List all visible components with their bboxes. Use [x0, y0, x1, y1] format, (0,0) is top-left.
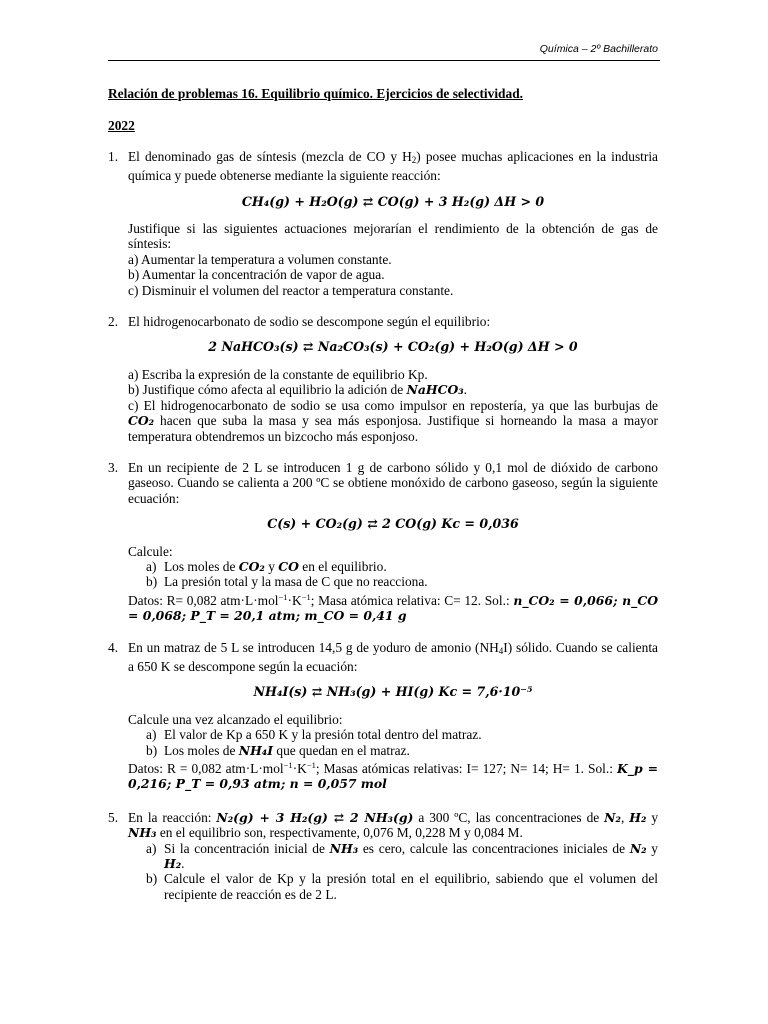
problem-number: 4. [108, 639, 119, 655]
question-a: a) Si la concentración inicial de NH₃ es cero, calcule las concentraciones iniciales de N₂ y H₂. [146, 840, 659, 872]
problem-3 [108, 460, 658, 624]
document-body [108, 86, 658, 902]
data-and-solution: Datos: R = 0,082 $atm\cdot L\cdot mol^{-1}\cdot K^{-1}$; Masas atómicas relativas: I= 127; N= 14; H= 1. Sol.: K_p = 0,216; P_T = 0,93 atm; n = 0,057 mol [128, 760, 658, 792]
problem-4 [108, 640, 658, 792]
section-year: 2022 [108, 118, 135, 134]
question-b: b) Justifique cómo afecta al equilibrio la adición de NaHCO₃. [128, 382, 468, 398]
problem-intro: El denominado gas de síntesis (mezcla de CO y $H_2$) posee muchas aplicaciones en la industria química y puede obtenerse mediante la siguiente reacción: [128, 148, 658, 184]
problem-intro: En un recipiente de 2 L se introducen 1 g de carbono sólido y 0,1 mol de dióxido de carbono gaseoso. Cuando se calienta a 200 ºC se obtiene monóxido de carbono gaseoso, según la siguiente ecuación: [128, 459, 658, 506]
question-a: a) El valor de Kp a 650 K y la presión total dentro del matraz. [146, 727, 482, 743]
question-b: b) Los moles de NH₄I que quedan en el matraz. [146, 742, 410, 758]
reaction-equation: C(s) + CO₂(g) ⇄ 2 CO(g) Kc = 0,036 [267, 516, 519, 532]
question-c: c) Disminuir el volumen del reactor a temperatura constante. [128, 282, 454, 298]
problem-1 [108, 149, 658, 298]
question-b: b) La presión total y la masa de C que no reacciona. [146, 574, 428, 590]
header-rule [108, 60, 660, 61]
reaction-equation: CH₄(g) + H₂O(g) ⇄ CO(g) + 3 H₂(g) ΔH > 0 [241, 193, 545, 209]
document-title: Relación de problemas 16. Equilibrio químico. Ejercicios de selectividad. [108, 86, 523, 101]
reaction-equation: NH₄I(s) ⇄ NH₃(g) + HI(g) Kc = 7,6·10⁻⁵ [253, 684, 533, 700]
problem-number: 3. [108, 459, 119, 475]
problem-5 [108, 810, 658, 902]
problem-number: 1. [108, 148, 119, 164]
solution: n_CO₂ = 0,066; n_CO = 0,068; P_T = 20,1 atm; m_CO = 0,41 g [128, 592, 659, 624]
problem-intro: En un matraz de 5 L se introducen 14,5 g de yoduro de amonio $(NH_4I)$ sólido. Cuando se calienta a 650 K se descompone según la ecuación: [128, 639, 658, 674]
question-b: b) Aumentar la concentración de vapor de agua. [128, 267, 385, 283]
reaction-equation: 2 NaHCO₃(s) ⇄ Na₂CO₃(s) + CO₂(g) + H₂O(g) ΔH > 0 [208, 339, 578, 355]
problem-intro: En la reacción: N₂(g) + 3 H₂(g) ⇄ 2 NH₃(g) a 300 ºC, las concentraciones de N₂, H₂ y NH₃ en el equilibrio son, respectivamente, 0,076 M, 0,228 M y 0,084 M. [128, 809, 659, 841]
calc-label: Calcule una vez alcanzado el equilibrio: [128, 711, 343, 727]
problem-2 [108, 314, 658, 444]
question-b: b) Calcule el valor de Kp y la presión total en el equilibrio, sabiendo que el volumen del recipiente de reacción es de 2 L. [146, 871, 658, 902]
problem-number: 5. [108, 809, 119, 825]
problem-intro: El hidrogenocarbonato de sodio se descompone según el equilibrio: [128, 314, 491, 330]
question-a: a) Los moles de CO₂ y CO en el equilibrio. [146, 558, 387, 574]
question-c: c) El hidrogenocarbonato de sodio se usa como impulsor en repostería, ya que las burbujas de CO₂ hacen que suba la masa y sea más esponjosa. Justifique si horneando la masa a mayor temperatura obtendremos un bizcocho más esponjoso. [128, 397, 658, 444]
problem-text: Justifique si las siguientes actuaciones mejorarían el rendimiento de la obtención de gas de síntesis: [128, 221, 658, 252]
question-a: a) Aumentar la temperatura a volumen constante. [128, 251, 392, 267]
page-header: Química – 2º Bachillerato [539, 43, 658, 55]
question-a: a) Escriba la expresión de la constante de equilibrio Kp. [128, 366, 428, 382]
calc-label: Calcule: [128, 543, 173, 559]
solution: K_p = 0,216; P_T = 0,93 atm; n = 0,057 mol [128, 761, 658, 792]
problem-number: 2. [108, 314, 119, 330]
data-and-solution: Datos: R= 0,082 $atm\cdot L\cdot mol^{-1}\cdot K^{-1}$; Masa atómica relativa: C= 12. Sol.: n_CO₂ = 0,066; n_CO = 0,068; P_T = 20,1 atm; m_CO = 0,41 g [128, 591, 659, 624]
